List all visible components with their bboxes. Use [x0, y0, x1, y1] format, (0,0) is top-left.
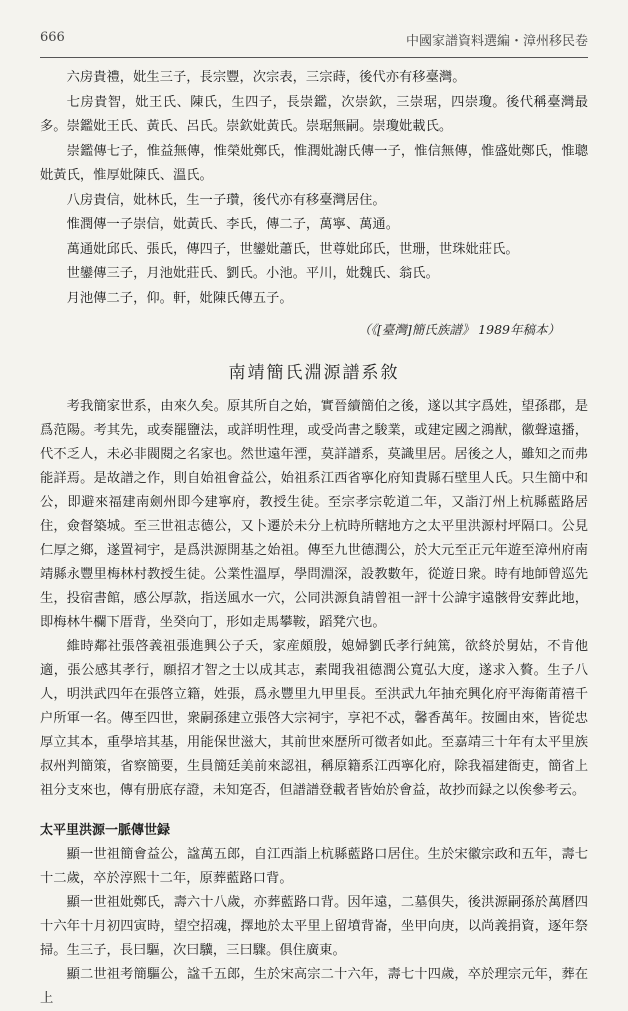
book-title: 中國家譜資料選編・漳州移民卷 [405, 34, 588, 49]
genealogy-paragraph: 崇鑑傳七子，惟益無傳，惟榮妣鄭氏，惟潤妣謝氏傳一子，惟信無傳，惟盛妣鄭氏，惟聰妣黃氏，惟厚妣陳氏、溫氏。 [40, 143, 588, 183]
narrative-paragraph: 維時鄰社張啓義祖張進興公子夭，家産頗殷，媳婦劉氏孝行純篤，欲終於舅姑，不肯他適，張公感其孝行，願招才智之士以成其志，素聞我祖德潤公寬弘大度，遂求入贅。生子八人，明洪武四年在張啓立籍，姓張，爲永豐里九甲里長。至洪武九年抽充興化府平海衛莆禧千户所軍一名。傳至四世，衆嗣孫建立張啓大宗祠宇，享祀不忒，馨香萬年。按圖由來，皆從忠厚立其本，重學培其基，用能保世滋大，其前世來歷所可徵者如此。至嘉靖三十年有太平里族叔州判簡策，省察簡要，生員簡廷美前來認祖，稱原籍系江西寧化府，除我福建衙吏，簡省上祖分支來也，傳有册底存證，未知寔否，但譜譜登載者皆始於會益，故抄而録之以俟參考云。 [40, 639, 588, 798]
source-note: （《[臺灣]簡氏族譜》 1989年稿本） [358, 322, 560, 337]
header-rule [40, 57, 588, 58]
section-subheading: 太平里洪源一脈傳世録 [40, 823, 171, 838]
genealogy-paragraph: 七房貴智，妣王氏、陳氏，生四子，長崇鑑，次崇欽，三崇琚，四崇瓊。後代稱臺灣最多。崇鑑妣王氏、黃氏、呂氏。崇欽妣黃氏。崇琚無嗣。崇瓊妣載氏。 [40, 94, 588, 134]
genealogy-paragraph: 惟潤傳一子崇信，妣黃氏、李氏，傳二子，萬寧、萬通。 [66, 217, 400, 232]
genealogy-paragraph: 萬通妣邱氏、張氏，傳四子，世鑾妣蕭氏，世尊妣邱氏，世珊，世珠妣莊氏。 [66, 241, 519, 257]
genealogy-paragraph: 八房貴信，妣林氏，生一子瓚，後代亦有移臺灣居住。 [66, 192, 386, 208]
running-header [40, 30, 588, 49]
section-title: 南靖簡氏淵源譜系敘 [228, 362, 400, 383]
page-body [40, 66, 588, 1011]
lineage-paragraph: 顯一世祖妣鄭氏，壽六十八歲，亦葬藍路口背。因年遠，二墓俱失，後洪源嗣孫於萬曆四十六年十月初四寅時，望空招魂，擇地於太平里上留墳背崙，坐甲向庚，以尚義捐資，逐年祭掃。生三子，長曰驅，次曰驥，三曰驟。俱住廣東。 [40, 895, 588, 958]
genealogy-paragraph: 世鑾傳三子，月池妣莊氏、劉氏。小池。平川，妣魏氏、翁氏。 [66, 266, 439, 281]
genealogy-paragraph: 月池傳二子，仰。軒，妣陳氏傳五子。 [66, 290, 293, 306]
genealogy-paragraph: 六房貴禮，妣生三子，長宗豐，次宗表，三宗蒔，後代亦有移臺灣。 [66, 70, 466, 85]
page-number: 666 [40, 30, 65, 45]
lineage-paragraph: 顯二世祖考簡驅公，諡千五郎，生於宋高宗二十六年，壽七十四歲，卒於理宗元年，葬在上 [40, 967, 588, 1006]
narrative-paragraph: 考我簡家世系，由來久矣。原其所自之始，實晉續簡伯之後，遂以其字爲姓，望孫郡，是爲范陽。考其先，或奏罷鹽法，或詳明性理，或受尚書之駿業，或建定國之鴻猷，徽聲遠播，代不乏人，未必非閥閱之名家也。然世遠年湮，莫詳譜系，莫識里居。居後之人，雖知之而弗能詳焉。是故譜之作，則自始祖會益公，始祖系江西省寧化府知貴縣石壁里人氏。只生簡中和公，即避來福建南劍州即今建寧府，教授生徒。至宗孝宗乾道二年，又詣汀州上杭縣藍路居住，僉督築城。至三世祖志德公，又卜遷於未分上杭時所轄地方之太平里洪源村坪隔口。公見仁厚之鄉，遂置祠宇，是爲洪源開基之始祖。傳至九世德潤公，於大元至正元年遊至漳州府南靖縣永豐里梅林村教授生徒。公業性溫厚，學問淵深，設教數年，從遊日衆。時有地師曾巡先生，投宿書館，感公厚款，指送風水一穴，公同洪源負請曾祖一評十公諱宇遠骸骨安葬此地，即梅林牛欄下厝背，坐癸向丁，形如走馬攀鞍，蹈凳穴也。 [40, 399, 588, 630]
lineage-paragraph: 顯一世祖簡會益公，諡萬五郎，自江西詣上杭縣藍路口居住。生於宋徽宗政和五年，壽七十二歲，卒於淳熙十二年，原葬藍路口背。 [40, 847, 588, 886]
